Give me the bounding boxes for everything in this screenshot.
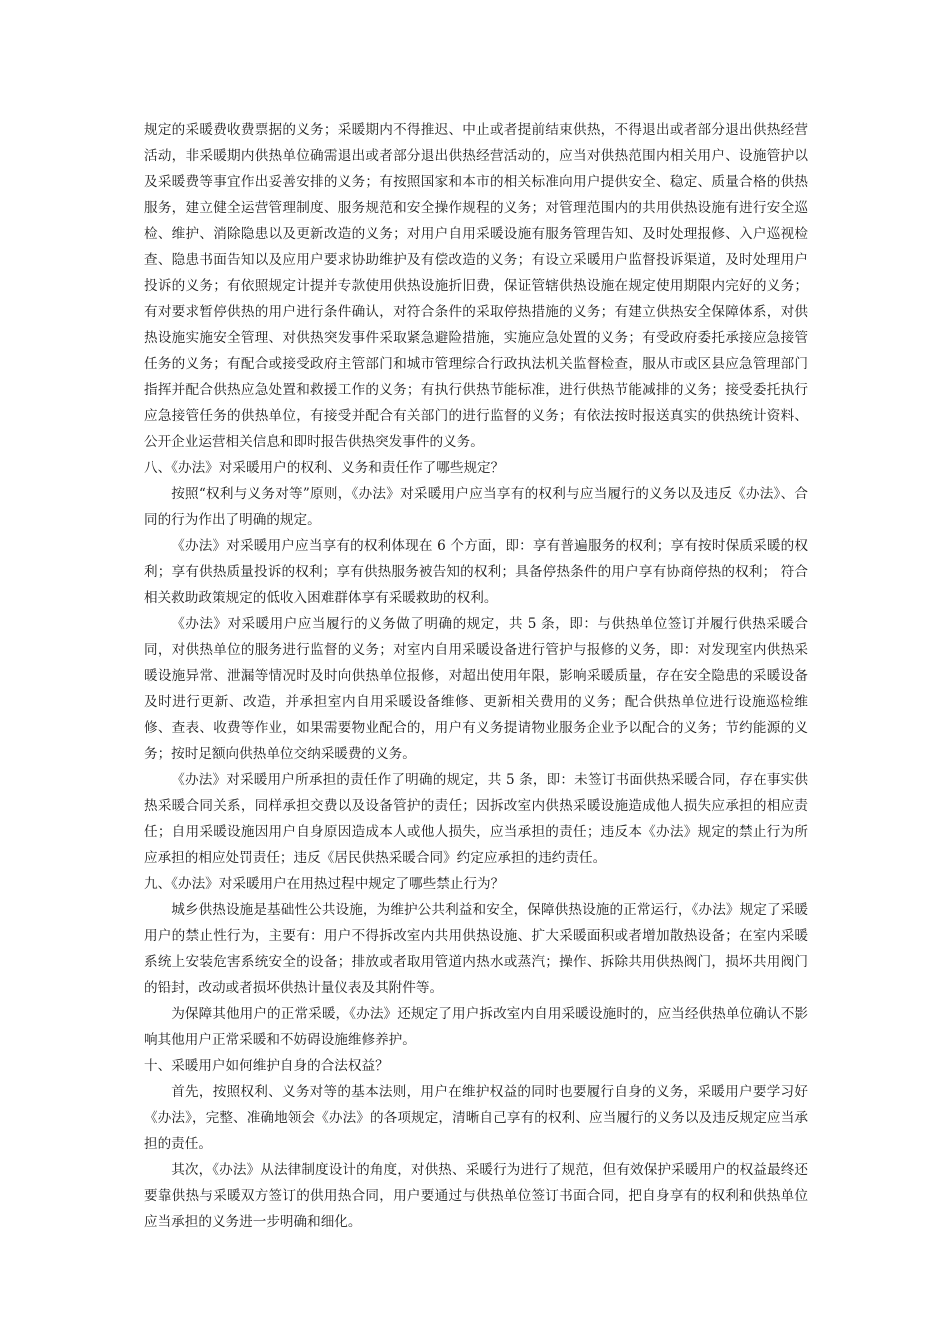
section-10-heading: 十、采暖用户如何维护自身的合法权益？ — [144, 1058, 389, 1074]
section-8-paragraph-3: 《办法》对采暖用户应当履行的义务做了明确的规定，共 5 条，即：与供热单位签订并履行供热采暖合同，对供热单位的服务进行监督的义务；对室内自用采暖设备进行管护与报修的义务，即：对发现室内供热采暖设施异常、泄漏等情况时及时向供热单位报修，对超出使用年限，影响采暖质量，存在安全隐患的采暖设备及时进行更新、改造，并承担室内自用采暖设备维修、更新相关费用的义务；配合供热单位进行设施巡检维修、查表、收费等作业，如果需要物业配合的，用户有义务提请物业服务企业予以配合的义务；节约能源的义务；按时足额向供热单位交纳采暖费的义务。 — [144, 616, 808, 762]
section-10-paragraph-2: 其次，《办法》从法律制度设计的角度，对供热、采暖行为进行了规范，但有效保护采暖用户的权益最终还要靠供热与采暖双方签订的供用热合同，用户要通过与供热单位签订书面合同，把自身享有的权利和供热单位应当承担的义务进一步明确和细化。 — [144, 1162, 808, 1230]
section-8-heading: 八、《办法》对采暖用户的权利、义务和责任作了哪些规定？ — [144, 460, 505, 476]
section-8-paragraph-4: 《办法》对采暖用户所承担的责任作了明确的规定，共 5 条，即：未签订书面供热采暖合同，存在事实供热采暖合同关系，同样承担交费以及设备管护的责任；因拆改室内供热采暖设施造成他人损失应承担的相应责任；自用采暖设施因用户自身原因造成本人或他人损失，应当承担的责任；违反本《办法》规定的禁止行为所应承担的相应处罚责任；违反《居民供热采暖合同》约定应承担的违约责任。 — [144, 772, 808, 866]
section-9-paragraph-2: 为保障其他用户的正常采暖，《办法》还规定了用户拆改室内自用采暖设施时的，应当经供热单位确认不影响其他用户正常采暖和不妨碍设施维修养护。 — [144, 1006, 808, 1048]
section-8-paragraph-1: 按照“权利与义务对等”原则，《办法》对采暖用户应当享有的权利与应当履行的义务以及违反《办法》、合同的行为作出了明确的规定。 — [144, 486, 808, 528]
section-8-paragraph-2: 《办法》对采暖用户应当享有的权利体现在 6 个方面，即：享有普遍服务的权利；享有按时保质采暖的权利；享有供热质量投诉的权利；享有供热服务被告知的权利；具备停热条件的用户享有协商停热的权利； 符合相关救助政策规定的低收入困难群体享有采暖救助的权利。 — [144, 538, 808, 606]
section-10-paragraph-1: 首先，按照权利、义务对等的基本法则，用户在维护权益的同时也要履行自身的义务，采暖用户要学习好《办法》，完整、准确地领会《办法》的各项规定，清晰自己享有的权利、应当履行的义务以及违反规定应当承担的责任。 — [144, 1084, 808, 1152]
document-page — [144, 117, 808, 1235]
section-9-heading: 九、《办法》对采暖用户在用热过程中规定了哪些禁止行为？ — [144, 876, 505, 892]
intro-paragraph: 规定的采暖费收费票据的义务；采暖期内不得推迟、中止或者提前结束供热，不得退出或者部分退出供热经营活动，非采暖期内供热单位确需退出或者部分退出供热经营活动的，应当对供热范围内相关用户、设施管护以及采暖费等事宜作出妥善安排的义务；有按照国家和本市的相关标准向用户提供安全、稳定、质量合格的供热服务，建立健全运营管理制度、服务规范和安全操作规程的义务；对管理范围内的共用供热设施有进行安全巡检、维护、消除隐患以及更新改造的义务；对用户自用采暖设施有服务管理告知、及时处理报修、入户巡视检查、隐患书面告知以及应用户要求协助维护及有偿改造的义务；有设立采暖用户监督投诉渠道，及时处理用户投诉的义务；有依照规定计提并专款使用供热设施折旧费，保证管辖供热设施在规定使用期限内完好的义务；有对要求暂停供热的用户进行条件确认，对符合条件的采取停热措施的义务；有建立供热安全保障体系，对供热设施实施安全管理、对供热突发事件采取紧急避险措施，实施应急处置的义务；有受政府委托承接应急接管任务的义务；有配合或接受政府主管部门和城市管理综合行政执法机关监督检查，服从市或区县应急管理部门指挥并配合供热应急处置和救援工作的义务；有执行供热节能标准，进行供热节能减排的义务；接受委托执行应急接管任务的供热单位，有接受并配合有关部门的进行监督的义务；有依法按时报送真实的供热统计资料、公开企业运营相关信息和即时报告供热突发事件的义务。 — [144, 122, 808, 450]
section-9-paragraph-1: 城乡供热设施是基础性公共设施，为维护公共利益和安全，保障供热设施的正常运行，《办法》规定了采暖用户的禁止性行为，主要有：用户不得拆改室内共用供热设施、扩大采暖面积或者增加散热设备；在室内采暖系统上安装危害系统安全的设备；排放或者取用管道内热水或蒸汽；操作、拆除共用供热阀门，损坏共用阀门的铅封，改动或者损坏供热计量仪表及其附件等。 — [144, 902, 808, 996]
